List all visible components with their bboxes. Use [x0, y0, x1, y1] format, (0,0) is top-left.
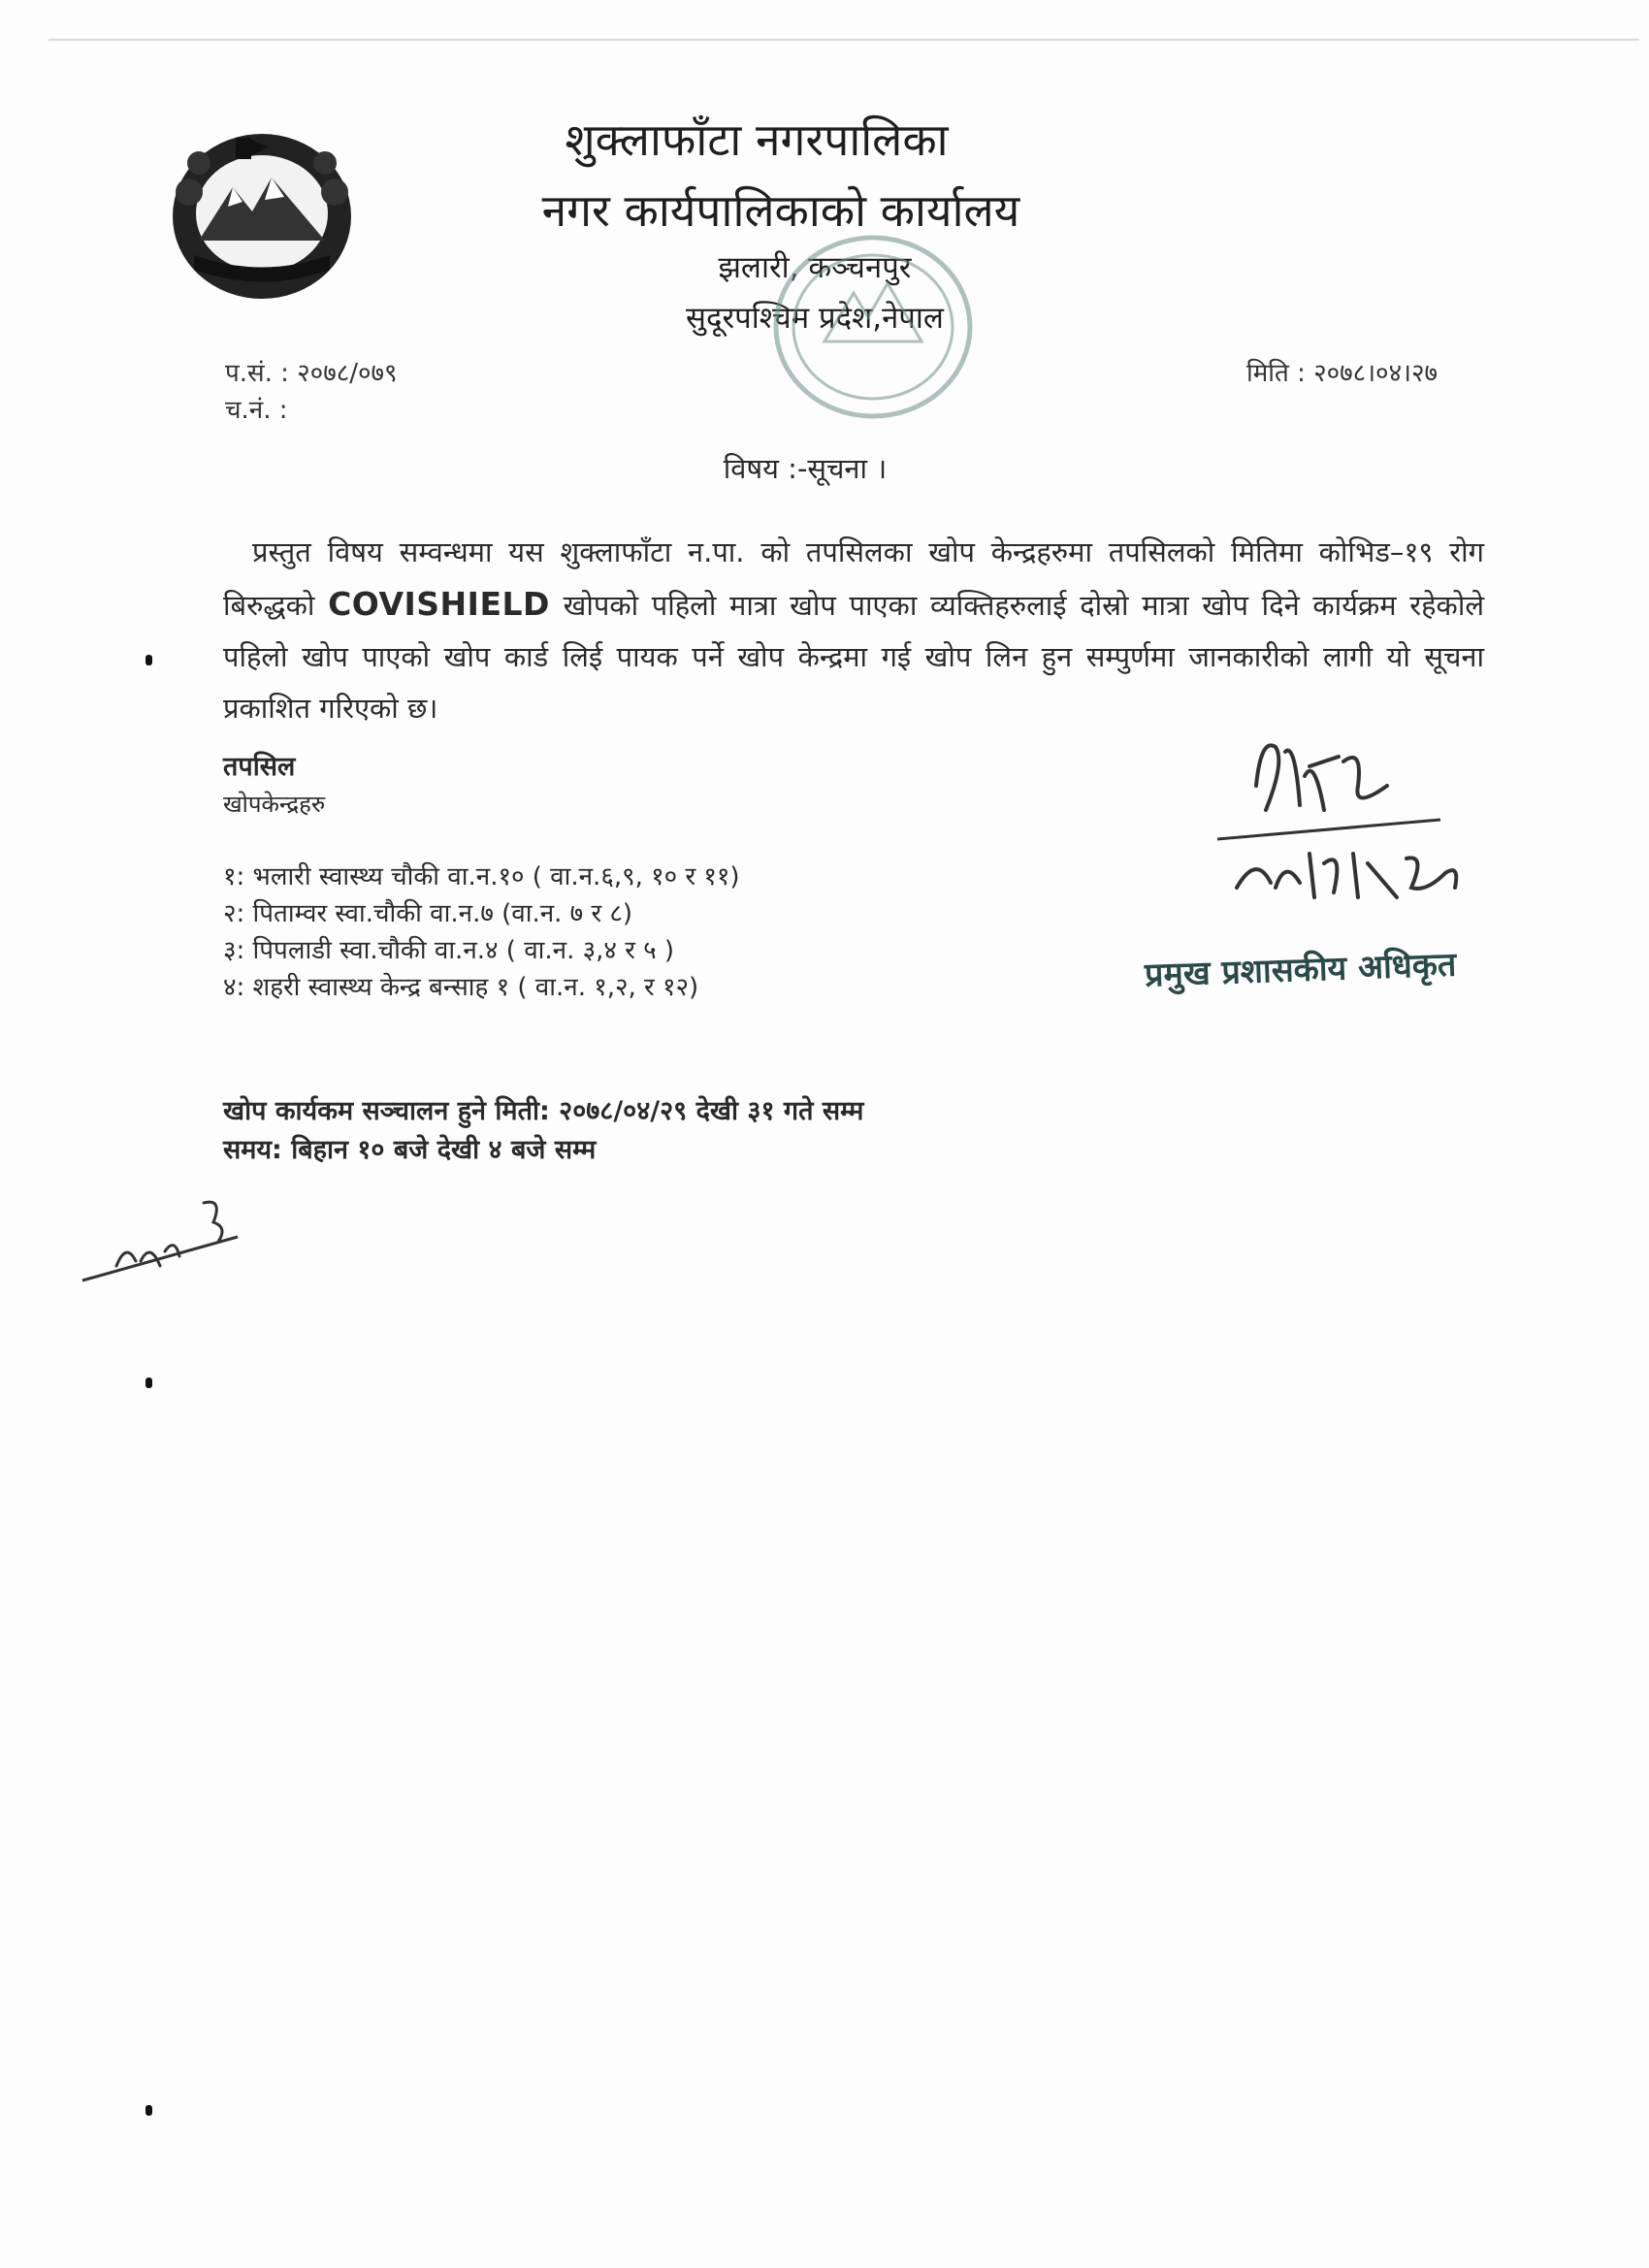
municipality-name: शुक्लाफाँटा नगरपालिका [565, 113, 949, 166]
details-subheading: खोपकेन्द्रहरु [223, 791, 326, 818]
office-address: झलारी, कञ्चनपुर [718, 250, 912, 285]
office-name: नगर कार्यपालिकाको कार्यालय [541, 184, 1020, 237]
dispatch-number: च.नं. : [225, 396, 288, 425]
body-text-part1: प्रस्तुत विषय सम्वन्धमा यस शुक्लाफाँटा न.पा. को तपसिलका खोप केन्द्रहरुमा तपसिलको मितिमा कोभिड–१९ रोग बिरुद्धको [223, 535, 1484, 622]
body-text-part2: खोपको पहिलो मात्रा खोप पाएका व्यक्तिहरुलाई दोस्रो मात्रा खोप दिने कार्यक्रम रहेकोले पहिलो खोप पाएको खोप कार्ड लिई पायक पर्ने खोप केन्द्रमा गई खोप लिन हुन सम्पुर्णमा जानकारीको लागी यो सूचना प्रकाशित गरिएको छ। [223, 589, 1485, 725]
office-stamp-icon [766, 225, 989, 429]
list-item: ४: शहरी स्वास्थ्य केन्द्र बन्साह १ ( वा.न. १,२, र १२) [223, 973, 699, 1002]
details-heading: तपसिल [223, 752, 296, 782]
list-item: १: भलारी स्वास्थ्य चौकी वा.न.१० ( वा.न.६,९, १० र ११) [223, 862, 740, 891]
vaccination-centers-list [223, 859, 740, 1006]
signatory-title: प्रमुख प्रशासकीय अधिकृत [1144, 945, 1457, 995]
punch-mark [146, 2105, 152, 2116]
vaccine-name: COVISHIELD [328, 585, 550, 623]
notice-body [223, 527, 1484, 734]
punch-mark [146, 1377, 152, 1388]
handwritten-signature [1217, 718, 1499, 922]
reference-number: प.सं. : २०७८/०७९ [225, 359, 398, 388]
notice-date: मिति : २०७८।०४।२७ [1246, 359, 1438, 388]
list-item: ३: पिपलाडी स्वा.चौकी वा.न.४ ( वा.न. ३,४ र ५ ) [223, 936, 675, 965]
program-dates: खोप कार्यकम सञ्चालन हुने मिती: २०७८/०४/२९ देखी ३१ गते सम्म [223, 1096, 864, 1126]
program-time: समय: बिहान १० बजे देखी ४ बजे सम्म [223, 1135, 597, 1165]
punch-mark [146, 655, 152, 665]
list-item: २: पिताम्वर स्वा.चौकी वा.न.७ (वा.न. ७ र ८) [223, 899, 633, 928]
scan-edge-line [48, 39, 1639, 41]
subject-line: विषय :-सूचना । [723, 452, 888, 485]
handwritten-initials [78, 1183, 242, 1290]
province-country: सुदूरपश्चिम प्रदेश,नेपाल [686, 301, 944, 336]
